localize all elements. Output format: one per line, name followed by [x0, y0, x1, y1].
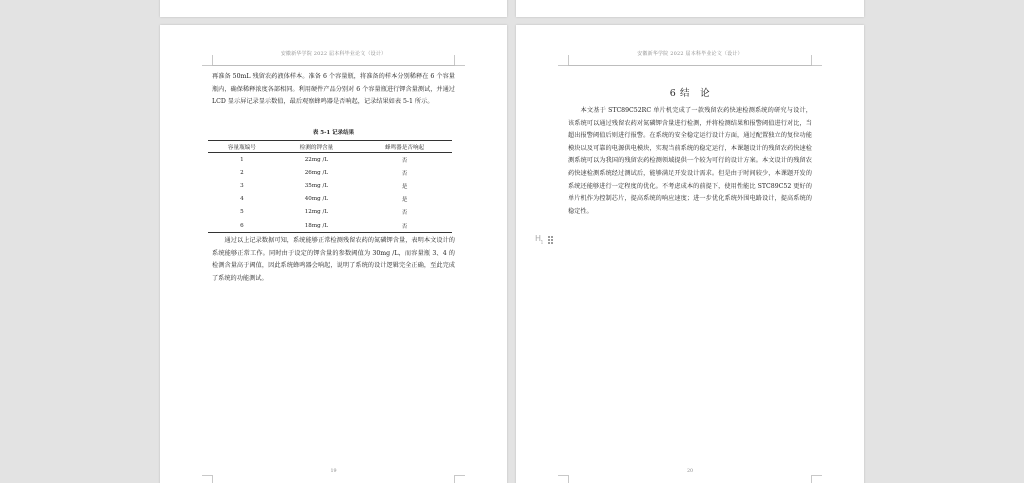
table-cell: 12mg /L [304, 209, 329, 216]
table-row [208, 166, 452, 179]
table-cell: 否 [357, 219, 452, 233]
table-cell: 4 [240, 196, 244, 203]
drag-dot [548, 236, 550, 238]
margin-corner-mark [454, 475, 465, 483]
table-cell: 是 [401, 183, 408, 190]
table-cell: 18mg /L [276, 219, 357, 233]
body-paragraph[interactable] [212, 71, 455, 109]
table-cell: 否 [401, 210, 408, 217]
table-caption: 表 5-1 记录结果 [312, 130, 355, 136]
page-number: 19 [330, 469, 337, 474]
table-row [208, 179, 452, 192]
page-19[interactable] [160, 25, 507, 483]
table-cell: 2 [240, 169, 244, 176]
table-cell: 35mg /L [304, 182, 329, 189]
results-table[interactable] [208, 140, 452, 233]
heading-icon-letter: H [535, 234, 541, 243]
column-header: 容量瓶编号 [208, 141, 276, 153]
chapter-title: 6 结 论 [669, 88, 711, 99]
previous-page-left [160, 0, 507, 17]
column-header: 蜂鸣器是否响起 [357, 141, 452, 153]
heading-icon[interactable] [535, 234, 543, 246]
table-row [208, 219, 452, 233]
drag-dot [548, 242, 550, 244]
header-divider [568, 65, 812, 66]
margin-corner-mark [558, 475, 569, 483]
table-cell: 1 [240, 156, 244, 163]
margin-corner-mark [811, 55, 822, 66]
margin-corner-mark [811, 475, 822, 483]
drag-dot [551, 236, 553, 238]
previous-page-right [516, 0, 864, 17]
drag-handle-icon[interactable] [548, 236, 554, 244]
drag-dot [551, 239, 553, 241]
header-divider [212, 65, 455, 66]
table-header-row [208, 141, 452, 153]
page-header: 安徽新华学院 2022 届本科毕业论文（设计） [280, 51, 387, 57]
table-cell: 5 [240, 209, 244, 216]
page-number: 20 [686, 469, 694, 474]
table-cell: 6 [208, 219, 276, 233]
table-cell: 40mg /L [304, 196, 329, 203]
table-cell: 否 [401, 170, 408, 177]
column-header: 检测的钾含量 [276, 141, 357, 153]
body-paragraph[interactable] [568, 105, 812, 218]
table-cell: 3 [240, 182, 244, 189]
body-paragraph[interactable] [212, 235, 455, 285]
table-cell: 26mg /L [304, 169, 329, 176]
table-row [208, 153, 452, 167]
margin-corner-mark [454, 55, 465, 66]
drag-dot [551, 242, 553, 244]
page-20[interactable] [516, 25, 864, 483]
heading-icon-level: 1 [540, 240, 543, 246]
paragraph-text: 本文基于 STC89C52RC 单片机完成了一款残留农药快速检测系统的研究与设计，该系统可以通过残留农药对氮磷钾含量进行检测，并将检测结果和报警阈值进行对比，当超出报警阈值后则进行报警。在系统的安全稳定运行设计方面，通过配置独立的复位功能模块以及可靠的电源供电模块，实现当前系统的稳定运行，本课题设计的残留农药快速检测系统可以为我国的残留农药检测领域提供一个较为可行的设计方案。本文设计的残留农药快速检测系统经过测试后，能够满足开发设计需求。但是由于时间较少，本课题开发的系统还能够进行一定程度的优化。不考虑成本的前提下，使用性能比 STC89C52 更好的单片机作为控制芯片，提高系统的响应速度；进一步优化系统外围电路设计，提高系统的稳定性。 [568, 107, 812, 215]
table-cell: 22mg /L [304, 156, 329, 163]
table-row [208, 206, 452, 219]
table-row [208, 193, 452, 206]
margin-corner-mark [202, 475, 213, 483]
block-side-tools [535, 234, 553, 246]
table-cell: 否 [401, 157, 408, 164]
paragraph-text: 再准备 50mL 残留农药液体样本。准备 6 个容量瓶，将准备的样本分别稀释在 6 个容量瓶内，确保稀释浓度各部相同。利用硬件产品分别对 6 个容量瓶进行钾含量测试，并通过 LCD 显示屏记录显示数值，最后观察蜂鸣器是否响起，记录结果如表 5-1 所示。 [212, 73, 455, 106]
table-cell: 是 [401, 197, 408, 204]
drag-dot [548, 239, 550, 241]
page-header: 安徽新华学院 2022 届本科毕业论文（设计） [637, 51, 743, 57]
paragraph-text: 通过以上记录数据可知，系统能够正常检测残留农药的氮磷钾含量，表明本文设计的系统能够正常工作。同时由于设定的钾含量的参数阈值为 30mg /L，而容量瓶 3、4 的检测含量高于阈值，因此系统蜂鸣器会响起，说明了系统的设计逻辑完全正确，至此完成了系统的功能测试。 [212, 237, 455, 282]
